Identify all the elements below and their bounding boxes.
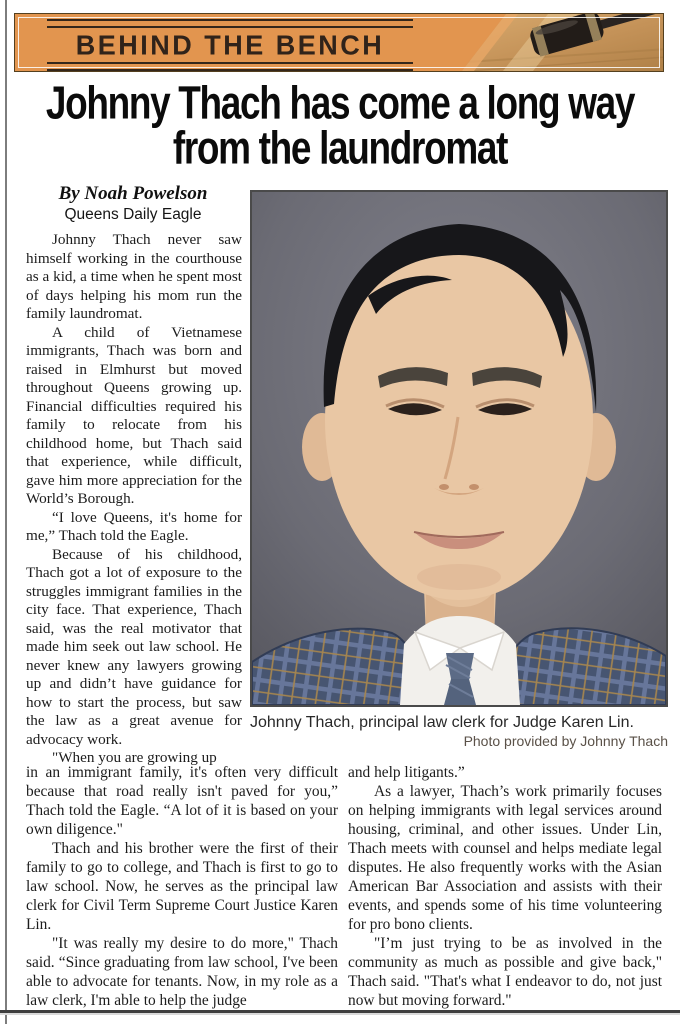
portrait-figure — [250, 190, 668, 750]
byline — [24, 183, 242, 224]
headline-line-2: from the laundromat — [172, 121, 508, 174]
banner-rule-bottom — [47, 62, 413, 71]
photo-caption-block — [250, 707, 668, 750]
article-paragraph: Because of his childhood, Thach got a lot of exposure to the struggles immigrant families in the city face. That experience, Thach said, was the real motivator that made him seek out law school. He never knew any lawyers growing up and didn’t have guidance for how to start the process, but saw the law as a great avenue for advocacy work. — [26, 545, 242, 748]
article-paragraph: Thach and his brother were the first of their family to go to college, and Thach is first to go to law school. Now, he serves as the principal law clerk for Civil Term Supreme Court Justice Karen Lin. — [26, 840, 338, 933]
article-paragraph: “I love Queens, it's home for me,” Thach told the Eagle. — [26, 508, 242, 544]
photo-caption: Johnny Thach, principal law clerk for Judge Karen Lin. — [250, 714, 634, 731]
portrait-photo — [250, 190, 668, 707]
article-paragraph: and help litigants.” — [348, 764, 465, 781]
article-paragraph: "When you are growing up — [52, 749, 217, 765]
article-headline — [0, 76, 680, 174]
article-column-bottom-left — [26, 763, 338, 1013]
article-column-left — [26, 231, 242, 765]
byline-author: By Noah Powelson — [58, 183, 208, 204]
page-bottom-rule — [0, 1010, 680, 1015]
gavel-image — [448, 14, 663, 71]
photo-credit: Photo provided by Johnny Thach — [463, 733, 668, 749]
banner-title: BEHIND THE BENCH — [75, 29, 385, 61]
section-banner — [14, 13, 664, 72]
article-column-bottom-right — [348, 763, 662, 1013]
article-paragraph: A child of Vietnamese immigrants, Thach was born and raised in Elmhurst but moved throughout Queens growing up. Financial difficulties required his family to relocate from his childhood home, but Thach said that experience, while difficult, gave him more appreciation for the World’s Borough. — [26, 323, 242, 507]
article-paragraph: "It was really my desire to do more," Thach said. “Since graduating from law school, I've been able to advocate for tenants. Now, in my role as a law clerk, I'm able to help the judge — [26, 935, 338, 1009]
banner-title-block — [47, 19, 413, 71]
article-paragraph: As a lawyer, Thach’s work primarily focuses on helping immigrants with legal services around housing, criminal, and other issues. Under Lin, Thach meets with counsel and helps mediate legal disputes. He also frequently works with the Asian American Bar Association and assists with their events, and spends some of his time volunteering for pro bono clients. — [348, 783, 662, 933]
article-paragraph: Johnny Thach never saw himself working in the courthouse as a kid, a time when he spent most of days helping his mom run the family laundromat. — [26, 231, 242, 322]
article-paragraph: "I’m just trying to be as involved in the community as much as possible and give back," Thach said. "That's what I endeavor to do, not just now but moving forward." — [348, 935, 662, 1009]
article-paragraph: in an immigrant family, it's often very difficult because that road really isn't paved for you,” Thach told the Eagle. “A lot of it is based on your own diligence." — [26, 764, 338, 838]
headline-line-1: Johnny Thach has come a long way — [45, 76, 635, 129]
byline-publication: Queens Daily Eagle — [64, 206, 202, 223]
